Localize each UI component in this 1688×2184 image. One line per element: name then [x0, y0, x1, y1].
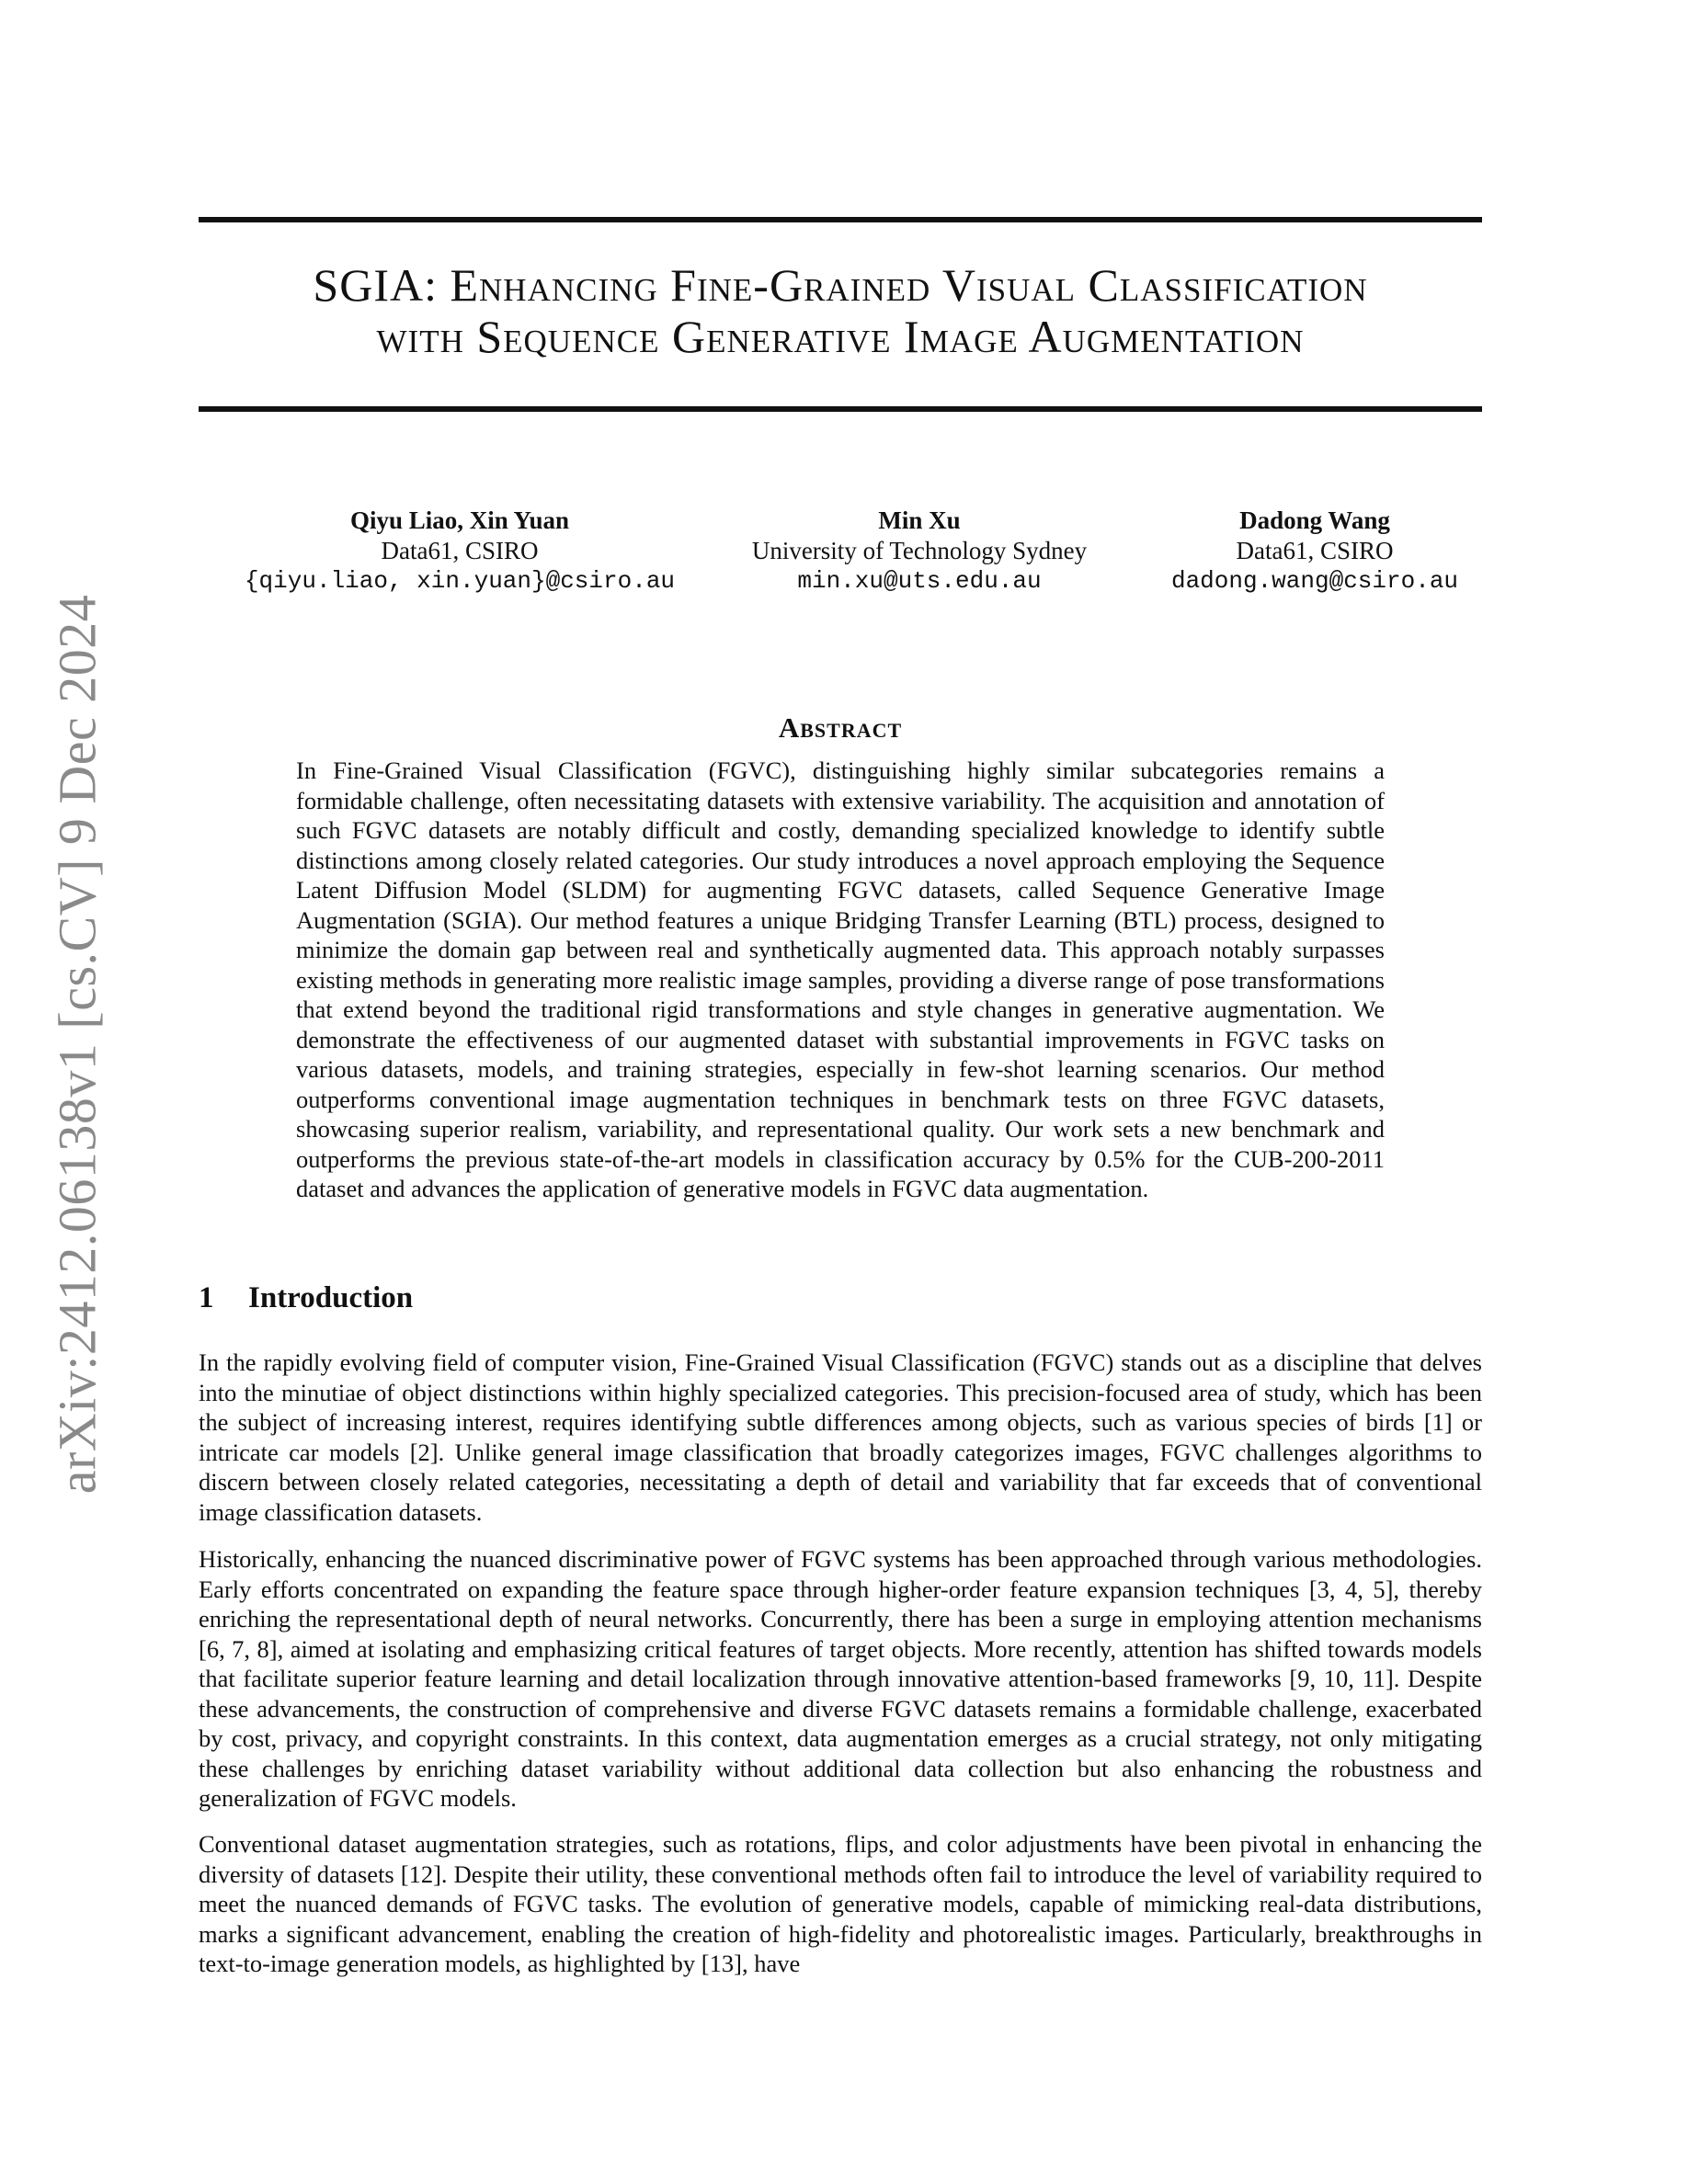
- title-top-rule: [199, 217, 1482, 222]
- author-affiliation: Data61, CSIRO: [1236, 537, 1394, 564]
- author-block-3: [1140, 506, 1489, 597]
- author-email: dadong.wang@csiro.au: [1170, 567, 1459, 595]
- author-name: Min Xu: [878, 506, 961, 534]
- abstract-body: In Fine-Grained Visual Classification (FGVC), distinguishing highly similar subcategories remains a formidable challenge, often necessitating datasets with extensive variability. The acquisition and annotation of such FGVC datasets are notably difficult and costly, demanding specialized knowledge to identify subtle distinctions among closely related categories. Our study introduces a novel approach employing the Sequence Latent Diffusion Model (SLDM) for augmenting FGVC datasets, called Sequence Generative Image Augmentation (SGIA). Our method features a unique Bridging Transfer Learning (BTL) process, designed to minimize the domain gap between real and synthetically augmented data. This approach notably surpasses existing methods in generating more realistic image samples, providing a diverse range of pose transformations that extend beyond the traditional rigid transformations and style changes in generative augmentation. We demonstrate the effectiveness of our augmented dataset with substantial improvements in FGVC tasks on various datasets, models, and training strategies, especially in few-shot learning scenarios. Our method outperforms conventional image augmentation techniques in benchmark tests on three FGVC datasets, showcasing superior realism, variability, and representational quality. Our work sets a new benchmark and outperforms the previous state-of-the-art models in classification accuracy by 0.5% for the CUB-200-2011 dataset and advances the application of generative models in FGVC data augmentation.: [296, 756, 1385, 1202]
- arxiv-identifier-stamp: arXiv:2412.06138v1 [cs.CV] 9 Dec 2024: [47, 594, 108, 1495]
- section-heading-introduction: [199, 1281, 413, 1315]
- introduction-paragraph-1: In the rapidly evolving field of computer vision, Fine-Grained Visual Classification (FGVC) stands out as a discipline that delves into the minutiae of object distinctions within highly specialized categories. This precision-focused area of study, which has been the subject of increasing interest, requires identifying subtle differences among objects, such as various species of birds [1] or intricate car models [2]. Unlike general image classification that broadly categorizes images, FGVC challenges algorithms to discern between closely related categories, necessitating a depth of detail and variability that far exceeds that of conventional image classification datasets.: [199, 1348, 1482, 1526]
- author-affiliation: Data61, CSIRO: [381, 537, 539, 564]
- title-bottom-rule: [199, 406, 1482, 412]
- author-affiliation: University of Technology Sydney: [751, 537, 1088, 564]
- section-number: 1: [199, 1281, 214, 1314]
- abstract-heading: Abstract: [778, 711, 903, 744]
- paper-title: [199, 259, 1482, 362]
- introduction-paragraph-3: Conventional dataset augmentation strategies, such as rotations, flips, and color adjustments have been pivotal in enhancing the diversity of datasets [12]. Despite their utility, these conventional methods often fail to introduce the level of variability required to meet the nuanced demands of FGVC tasks. The evolution of generative models, capable of mimicking real-data distributions, marks a significant advancement, enabling the creation of high-fidelity and photorealistic images. Particularly, breakthroughs in text-to-image generation models, as highlighted by [13], have: [199, 1830, 1482, 1977]
- paper-title-line-2: with Sequence Generative Image Augmentation: [376, 311, 1305, 362]
- section-title: Introduction: [248, 1281, 414, 1314]
- author-block-2: [713, 506, 1126, 597]
- paper-title-line-1: SGIA: Enhancing Fine-Grained Visual Classification: [313, 259, 1368, 311]
- author-block-1: [221, 506, 699, 597]
- author-email: min.xu@uts.edu.au: [797, 567, 1042, 595]
- author-email: {qiyu.liao, xin.yuan}@csiro.au: [244, 567, 676, 595]
- author-name: Dadong Wang: [1239, 506, 1390, 534]
- introduction-paragraph-2: Historically, enhancing the nuanced discriminative power of FGVC systems has been approached through various methodologies. Early efforts concentrated on expanding the feature space through higher-order feature expansion techniques [3, 4, 5], thereby enriching the representational depth of neural networks. Concurrently, there has been a surge in employing attention mechanisms [6, 7, 8], aimed at isolating and emphasizing critical features of target objects. More recently, attention has shifted towards models that facilitate superior feature learning and detail localization through innovative attention-based frameworks [9, 10, 11]. Despite these advancements, the construction of comprehensive and diverse FGVC datasets remains a formidable challenge, exacerbated by cost, privacy, and copyright constraints. In this context, data augmentation emerges as a crucial strategy, not only mitigating these challenges by enriching dataset variability without additional data collection but also enhancing the robustness and generalization of FGVC models.: [199, 1545, 1482, 1812]
- author-name: Qiyu Liao, Xin Yuan: [349, 506, 570, 534]
